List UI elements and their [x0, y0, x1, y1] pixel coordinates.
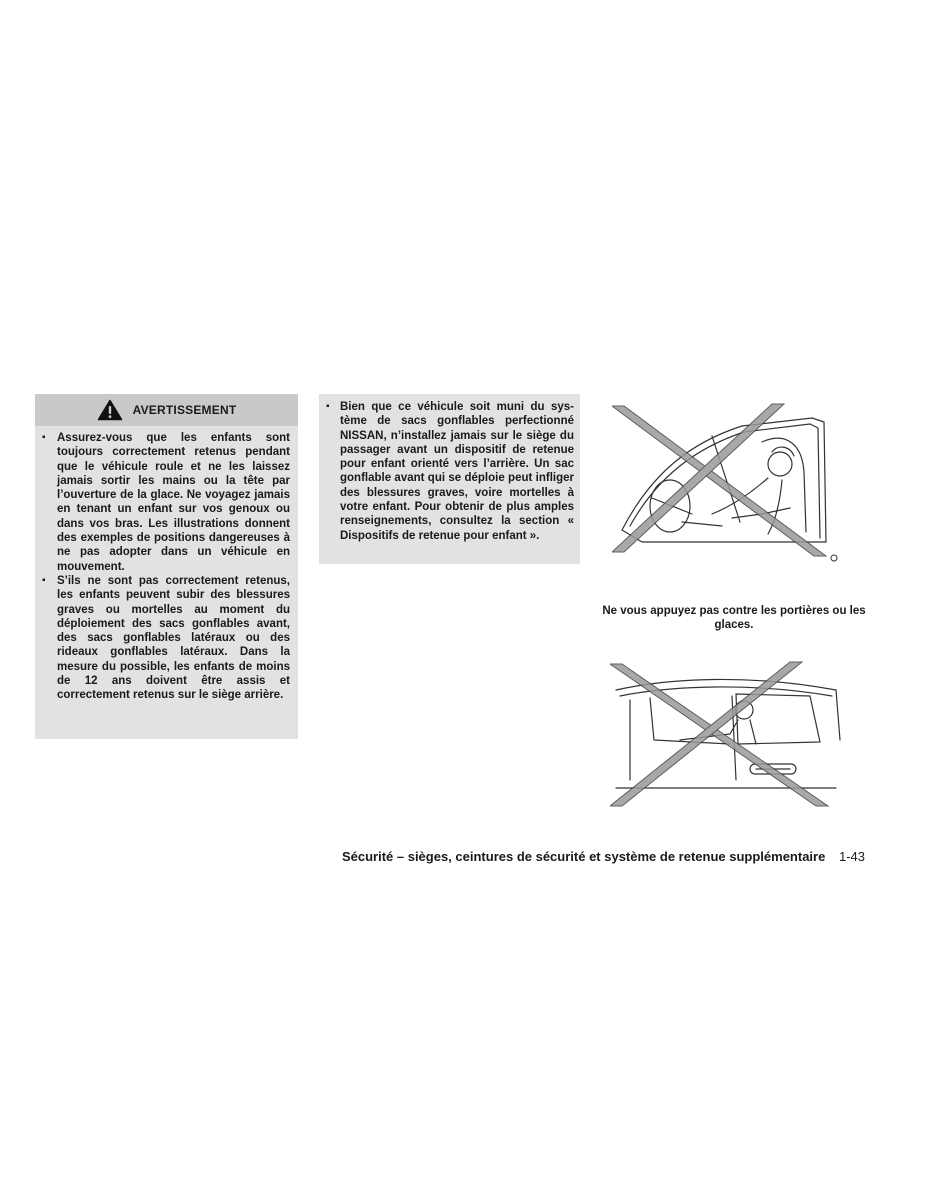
info-item: ▪ Bien que ce véhicule soit muni du système de sacs gonflables perfectionné NISSAN, n’installez jamais sur le siège du passager avant un dispositif de retenue pour enfant orienté vers l’arrière. Un sac gonflable avant qui se déploie peut infliger des blessures graves, voire mortelles à votre enfant. Pour obtenir de plus amples renseignements, consultez la section « Dispositifs de retenue pour enfant ».	[325, 400, 574, 543]
page-footer	[342, 849, 865, 864]
figure-caption: Ne vous appuyez pas contre les portières ou les glaces.	[602, 604, 866, 631]
warning-title: AVERTISSEMENT	[132, 403, 237, 417]
warning-triangle-icon	[97, 399, 123, 421]
info-list	[319, 394, 580, 543]
warning-header	[35, 394, 298, 426]
warning-list	[35, 426, 298, 703]
info-box	[319, 394, 580, 564]
warning-box	[35, 394, 298, 739]
footer-section-title: Sécurité – sièges, ceintures de sécurité et système de retenue supplémentaire	[341, 849, 826, 864]
warning-item: ▪ Assurez-vous que les enfants sont toujours correctement retenus pendant que le véhicule roule et ne les laissez jamais sortir les mains ou la tête par l’ouverture de la glace. Ne voyagez jamais en tenant un enfant sur vos genoux ou dans vos bras. Les illustrations donnent des exemples de positions dangereuses à ne pas adopter dans un véhicule en mouvement.	[41, 431, 290, 574]
child-leaning-window-illustration	[612, 402, 844, 566]
warning-item: ▪ S’ils ne sont pas correctement retenus, les enfants peuvent subir des blessures graves ou mortelles au moment du déploiement des sacs gonflables avant, des sacs gonflables latéraux ou des rideaux gonflables latéraux. Dans la mesure du possible, les enfants de moins de 12 ans doivent être assis et correctement retenus sur le siège arrière.	[41, 574, 290, 703]
child-arm-out-window-illustration	[610, 660, 844, 810]
page-number: 1-43	[838, 849, 865, 864]
